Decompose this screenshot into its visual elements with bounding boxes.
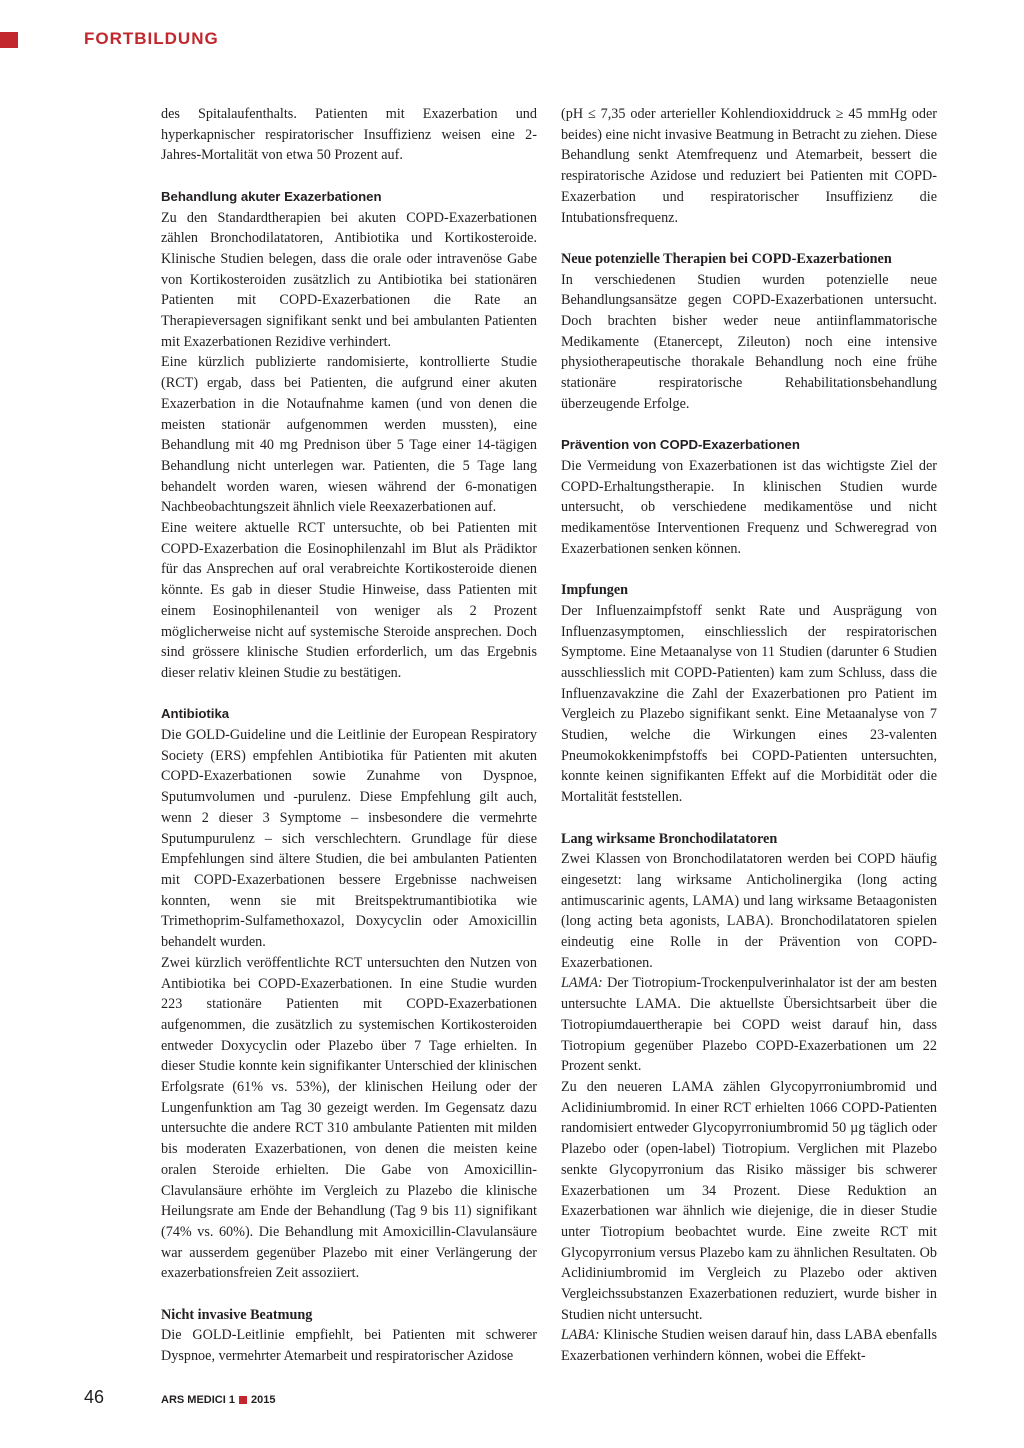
heading-behandlung: Behandlung akuter Exazerbationen [161, 188, 382, 204]
paragraph: Die Vermeidung von Exazerbationen ist das wichtigste Ziel der COPD-Erhaltungstherapie. In klinischen Studien wurde untersucht, ob verschiedene medikamentöse und nicht medikamentöse Interventionen Frequenz und Schweregrad von Exazerbationen senken können. [561, 457, 937, 557]
paragraph: Zu den Standardtherapien bei akuten COPD-Exazerbationen zählen Bronchodilatatoren, Antibiotika und Kortikosteroide. Klinische Studien belegen, dass die orale oder intravenöse Gabe von Kortikosteroiden zusätzlich zu Antibiotika bei stationären Patienten mit COPD-Exazerbationen die Rate an Therapieversagen signifikant senkt und bei ambulanten Patienten mit Exazerbationen Rezidive verhindert. [161, 209, 537, 350]
paragraph: Zwei Klassen von Bronchodilatatoren werden bei COPD häufig eingesetzt: lang wirksame Anticholinergika (long acting antimuscarinic agents, LAMA) und lang wirksame Betaagonisten (long acting beta agonists, LABA). Bronchodilatatoren spielen eindeutig eine Rolle in der Prävention von COPD-Exazerbationen. [561, 851, 937, 971]
heading-bronchodilatatoren: Lang wirksame Bronchodilatatoren [561, 830, 778, 847]
paragraph-laba [561, 1325, 937, 1366]
right-column [561, 104, 937, 1367]
heading-antibiotika: Antibiotika [161, 706, 230, 722]
page-number: 46 [84, 1387, 105, 1407]
lama-text: Der Tiotropium-Trockenpulverinhalator ist der am besten untersuchte LAMA. Die aktuellste Übersichtsarbeit über die Tiotropiumdauertherapie bei COPD weist darauf hin, dass Tiotropium gegenüber Plazebo COPD-Exazerbationen um 22 Prozent senkt. [561, 975, 937, 1075]
heading-neue-therapien: Neue potenzielle Therapien bei COPD-Exazerbationen [561, 250, 892, 267]
journal-name: ARS MEDICI 1 [161, 1394, 235, 1406]
paragraph: (pH ≤ 7,35 oder arterieller Kohlendioxiddruck ≥ 45 mmHg oder beides) eine nicht invasive Beatmung in Betracht zu ziehen. Diese Behandlung senkt Atemfrequenz und Atemarbeit, bessert die respiratorische Azidose und reduziert bei Patienten mit COPD-Exazerbation und respiratorischer Insuffizienz die Intubationsfrequenz. [561, 106, 937, 226]
laba-label: LABA: [561, 1327, 600, 1344]
journal-footer [161, 1394, 275, 1406]
paragraph: Die GOLD-Leitlinie empfiehlt, bei Patienten mit schwerer Dyspnoe, vermehrter Atemarbeit und respiratorischer Azidose [161, 1327, 537, 1365]
heading-beatmung: Nicht invasive Beatmung [161, 1306, 313, 1323]
heading-praevention: Prävention von COPD-Exazerbationen [561, 437, 800, 453]
paragraph-lama [561, 973, 937, 1077]
paragraph: Eine weitere aktuelle RCT untersuchte, ob bei Patienten mit COPD-Exazerbation die Eosinophilenzahl im Blut als Prädiktor für das Ansprechen auf oral verabreichte Kortikosteroide dienen könnte. Es gab in dieser Studie Hinweise, dass Patienten mit einem Eosinophilenanteil von weniger als 2 Prozent möglicherweise nicht auf systemische Steroide ansprechen. Doch sind grössere klinische Studien erforderlich, um das Ergebnis dieser relativ kleinen Studie zu bestätigen. [161, 520, 537, 681]
footer-square-icon [239, 1396, 247, 1404]
paragraph: Die GOLD-Guideline und die Leitlinie der European Respiratory Society (ERS) empfehlen Antibiotika für Patienten mit akuten COPD-Exazerbationen sowie Zunahme von Dyspnoe, Sputumvolumen und -purulenz. Diese Empfehlung gilt auch, wenn 2 dieser 3 Symptome – insbesondere die vermehrte Sputumpurulenz – sich verschlechtern. Grundlage für diese Empfehlungen sind ältere Studien, die bei ambulanten Patienten mit COPD-Exazerbationen bessere Ergebnisse nachweisen konnten, wenn sie mit Breitspektrumantibiotika wie Trimethoprim-Sulfamethoxazol, Doxycyclin oder Amoxicillin behandelt wurden. [161, 727, 537, 951]
lama-label: LAMA: [561, 975, 603, 992]
paragraph: Zu den neueren LAMA zählen Glycopyrroniumbromid und Aclidiniumbromid. In einer RCT erhielten 1066 COPD-Patienten randomisiert entweder Glycopyrroniumbromid 50 µg täglich oder Plazebo oder (open-label) Tiotropium. Verglichen mit Plazebo senkte Glycopyrronium das Risiko mässiger bis schwerer Exazerbationen um 34 Prozent. Diese Reduktion an Exazerbationen war ähnlich wie diejenige, die in dieser Studie unter Tiotropium beobachtet wurde. Eine zweite RCT mit Glycopyrronium versus Plazebo kam zu ähnlichen Resultaten. Ob Aclidiniumbromid im Vergleich zu Plazebo oder aktiven Vergleichssubstanzen Exazerbationen reduziert, wurde bisher in Studien nicht untersucht. [561, 1078, 937, 1323]
left-column [161, 104, 537, 1367]
section-marker [0, 32, 18, 48]
heading-impfungen: Impfungen [561, 582, 629, 599]
paragraph: In verschiedenen Studien wurden potenzielle neue Behandlungsansätze gegen COPD-Exazerbationen untersucht. Doch brachten bisher weder neue antiinflammatorische Medikamente (Etanercept, Zileuton) noch eine intensive physiotherapeutische thorakale Behandlung noch eine frühe stationäre respiratorische Rehabilitationsbehandlung überzeugende Erfolge. [561, 271, 937, 412]
section-title: FORTBILDUNG [84, 29, 219, 48]
paragraph: Der Influenzaimpfstoff senkt Rate und Ausprägung von Influenzasymptomen, einschliesslich der respiratorischen Symptome. Eine Metaanalyse von 11 Studien (darunter 6 Studien ausschliesslich mit COPD-Patienten) kam zum Schluss, dass die Influenzavakzine die Zahl der Exazerbationen pro Patient im Vergleich zu Plazebo signifikant senkt. Eine Metaanalyse von 7 Studien, welche die Wirkungen eines 23-valenten Pneumokokkenimpfstoffs bei COPD-Patienten untersuchten, konnte keinen signifikanten Effekt auf die Morbidität oder die Mortalität feststellen. [561, 602, 937, 806]
laba-text: Klinische Studien weisen darauf hin, dass LABA ebenfalls Exazerbationen verhindern können, wobei die Effekt- [561, 1327, 937, 1365]
paragraph: Eine kürzlich publizierte randomisierte, kontrollierte Studie (RCT) ergab, dass bei Patienten, die aufgrund einer akuten Exazerbation in die Notaufnahme kamen (und von denen die meisten stationär aufgenommen werden mussten), eine Behandlung mit 40 mg Prednison über 5 Tage einer 14-tägigen Behandlung nicht unterlegen war. Patienten, die 5 Tage lang behandelt worden waren, wiesen während der 6-monatigen Nachbeobachtungszeit ähnlich viele Reexazerbationen auf. [161, 354, 537, 516]
paragraph: Zwei kürzlich veröffentlichte RCT untersuchten den Nutzen von Antibiotika bei COPD-Exazerbationen. In eine Studie wurden 223 stationäre Patienten mit COPD-Exazerbationen aufgenommen, die zusätzlich zu systemischen Kortikosteroiden entweder Doxycyclin oder Plazebo über 7 Tage erhielten. In dieser Studie konnte kein signifikanter Unterschied der klinischen Erfolgsrate (61% vs. 53%), der klinischen Heilung oder der Lungenfunktion am Tag 30 gezeigt werden. Im Gegensatz dazu untersuchte die andere RCT 310 ambulante Patienten mit milden bis moderaten Exazerbationen, von denen die meisten keine oralen Steroide erhielten. Die Gabe von Amoxicillin-Clavulansäure erhöhte im Vergleich zu Plazebo die klinische Heilungsrate am Ende der Behandlung (Tag 9 bis 11) signifikant (74% vs. 60%). Die Behandlung mit Amoxicillin-Clavulansäure war ausserdem gegenüber Plazebo mit einer Verlängerung der exazerbationsfreien Zeit assoziiert. [161, 954, 537, 1282]
paragraph: des Spitalaufenthalts. Patienten mit Exazerbation und hyperkapnischer respiratorischer Insuffizienz weisen eine 2-Jahres-Mortalität von etwa 50 Prozent auf. [161, 106, 537, 164]
journal-year: 2015 [250, 1394, 276, 1406]
